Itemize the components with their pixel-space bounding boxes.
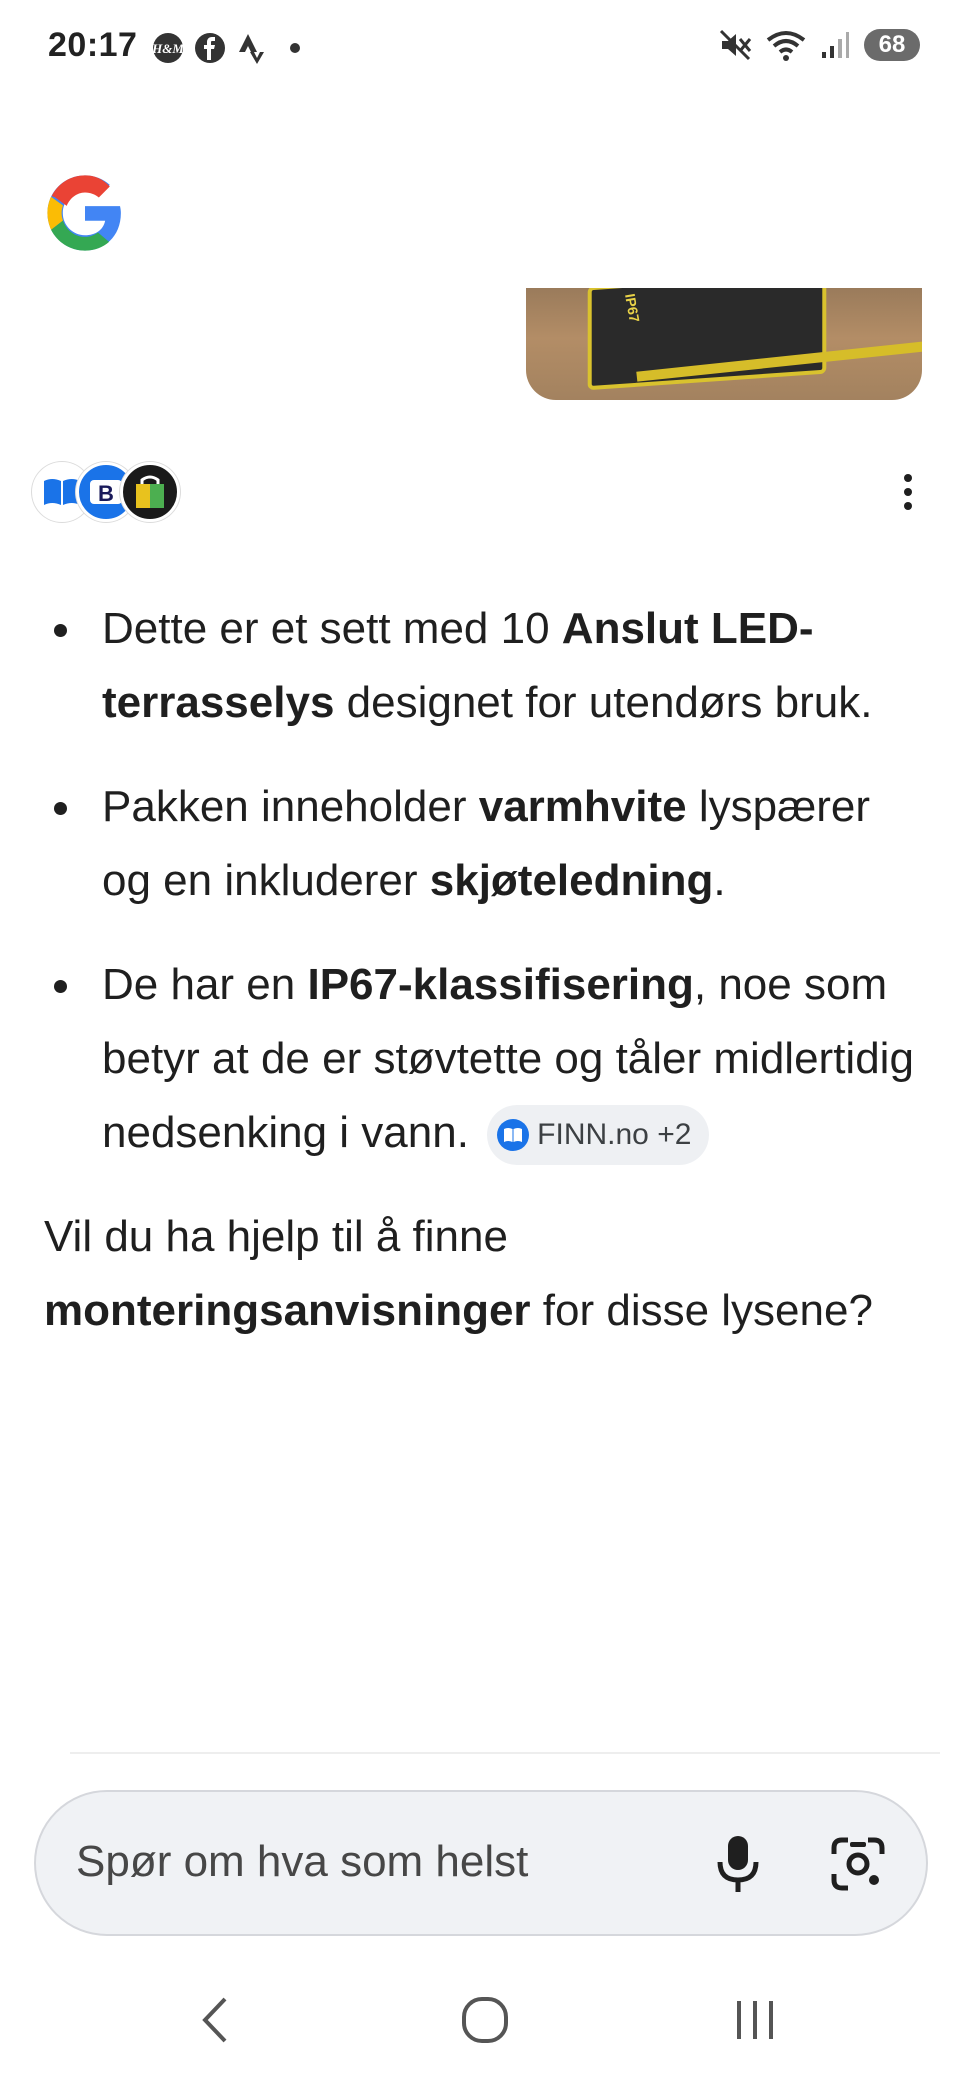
more-options-icon[interactable]	[896, 468, 920, 516]
bullet-item	[44, 948, 916, 1170]
divider	[70, 1752, 940, 1754]
back-button[interactable]	[180, 1990, 250, 2050]
bullet-text: De har en	[102, 960, 308, 1009]
dot	[904, 488, 912, 496]
follow-up-question	[44, 1200, 916, 1348]
system-icons	[718, 28, 920, 62]
google-lens-icon	[830, 1836, 886, 1892]
hm-app-icon	[152, 32, 184, 64]
home-button[interactable]	[450, 1990, 520, 2050]
bullet-item	[44, 770, 916, 918]
strava-icon	[236, 32, 266, 64]
dot	[904, 474, 912, 482]
source-avatar-store	[120, 462, 180, 522]
system-nav-bar	[0, 1960, 960, 2080]
home-icon	[460, 1995, 510, 2045]
closing-text: for disse lysene?	[530, 1286, 873, 1335]
more-notifications-dot	[290, 43, 300, 53]
bullet-bold: skjøteledning	[429, 856, 714, 905]
notification-icons	[152, 32, 300, 64]
bullet-text: .	[713, 856, 726, 905]
shopping-bag-icon	[130, 472, 170, 512]
dot	[904, 502, 912, 510]
ai-answer	[44, 592, 916, 1348]
closing-bold: monteringsanvisninger	[44, 1286, 531, 1335]
product-image-preview[interactable]	[526, 288, 922, 400]
source-avatars[interactable]	[32, 462, 164, 522]
closing-text: Vil du ha hjelp til å finne	[44, 1212, 508, 1261]
svg-text:B: B	[98, 481, 114, 506]
mute-icon	[718, 28, 752, 62]
citation-label: FINN.no +2	[537, 1118, 692, 1152]
book-icon	[497, 1119, 529, 1151]
bullet-text: , noe som betyr at de er støvtette og tåler midlertidig nedsenking i vann.	[102, 960, 914, 1157]
status-time: 20:17	[48, 26, 138, 64]
bullet-bold: Anslut LED-terrasselys	[102, 604, 814, 727]
wifi-icon	[766, 28, 806, 62]
facebook-icon	[194, 32, 226, 64]
citation-chip[interactable]	[487, 1105, 709, 1165]
bullet-text: Pakken inneholder	[102, 782, 479, 831]
ask-input[interactable]	[76, 1832, 676, 1892]
google-g-icon[interactable]	[44, 172, 126, 254]
signal-icon	[820, 30, 850, 60]
battery-indicator: 68	[864, 29, 920, 61]
answer-bullets	[44, 592, 916, 1170]
ask-bar[interactable]	[34, 1790, 928, 1936]
lens-search-button[interactable]	[826, 1832, 890, 1896]
back-icon	[197, 1995, 233, 2045]
bullet-bold: varmhvite	[478, 782, 687, 831]
bullet-bold: IP67-klassifisering	[307, 960, 694, 1009]
bullet-text: designet for utendørs bruk.	[334, 678, 873, 727]
bullet-text: Dette er et sett med 10	[102, 604, 562, 653]
voice-search-button[interactable]	[708, 1832, 768, 1896]
mic-icon	[716, 1834, 760, 1894]
recents-button[interactable]	[720, 1990, 790, 2050]
bullet-text: lyspærer og en inkluderer	[102, 782, 870, 905]
recents-icon	[733, 1997, 777, 2043]
package-ip-label: IP67	[622, 292, 643, 324]
svg-text:H&M: H&M	[152, 41, 184, 56]
bullet-item	[44, 592, 916, 740]
status-bar	[0, 0, 960, 100]
